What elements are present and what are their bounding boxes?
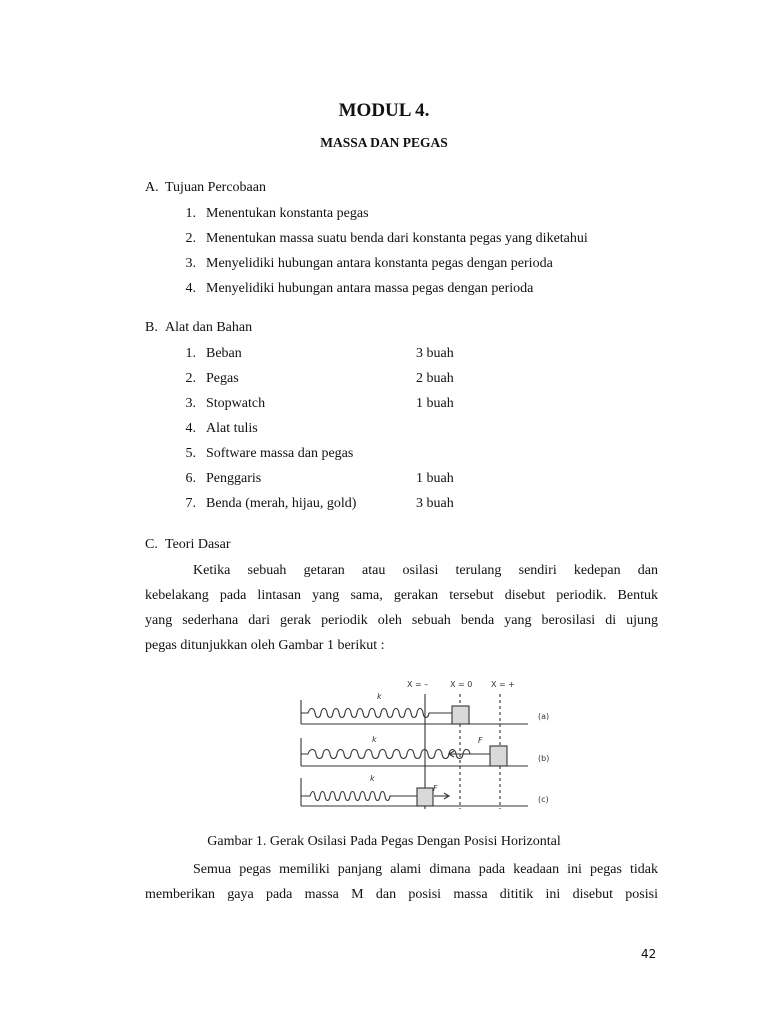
page-title: MODUL 4. [338, 100, 430, 121]
label-force: F [433, 784, 438, 793]
section-title: Alat dan Bahan [165, 320, 253, 335]
equipment-name: Software massa dan pegas [206, 446, 354, 461]
label-row-b: (b) [538, 754, 550, 763]
list-number: 1. [185, 346, 196, 361]
equipment-name: Beban [206, 346, 242, 361]
figure-caption: Gambar 1. Gerak Osilasi Pada Pegas Dengan Posisi Horizontal [207, 834, 561, 849]
theory-paragraph-1 [145, 558, 658, 658]
page-subtitle: MASSA DAN PEGAS [320, 135, 448, 150]
spring-c [301, 792, 417, 801]
section-letter: C. [145, 537, 158, 552]
equipment-quantity: 1 buah [416, 471, 454, 486]
label-row-c: (c) [538, 795, 549, 804]
equipment-quantity: 2 buah [416, 371, 454, 386]
mass-block-c [417, 788, 433, 806]
list-text: Menyelidiki hubungan antara konstanta pegas dengan perioda [206, 256, 553, 271]
equipment-name: Benda (merah, hijau, gold) [206, 496, 357, 511]
section-title: Teori Dasar [165, 537, 231, 552]
label-spring-constant: k [370, 774, 375, 783]
list-number: 3. [185, 256, 196, 271]
section-title: Tujuan Percobaan [165, 180, 266, 195]
list-text: Menyelidiki hubungan antara massa pegas dengan perioda [206, 281, 534, 296]
label-spring-constant: k [372, 735, 377, 744]
theory-paragraph-2 [145, 857, 658, 907]
label-x-minus: X = – [407, 680, 429, 689]
page-number: 42 [641, 947, 657, 961]
equipment-quantity: 1 buah [416, 396, 454, 411]
list-text: Menentukan konstanta pegas [206, 206, 369, 221]
label-x-zero: X = 0 [450, 680, 473, 689]
section-letter: B. [145, 320, 158, 335]
list-number: 2. [185, 371, 196, 386]
list-text: Menentukan massa suatu benda dari konstanta pegas yang diketahui [206, 231, 588, 246]
paragraph-line: yang sederhana dari gerak periodik oleh sebuah benda yang berosilasi di ujung [145, 613, 658, 628]
mass-block-b [490, 746, 507, 766]
mass-block-a [452, 706, 469, 724]
paragraph-line: Ketika sebuah getaran atau osilasi terulang sendiri kedepan dan [193, 563, 658, 578]
equipment-quantity: 3 buah [416, 346, 454, 361]
section-letter: A. [145, 180, 159, 195]
list-number: 2. [185, 231, 196, 246]
label-x-plus: X = + [491, 680, 515, 689]
spring-a [301, 709, 452, 718]
equipment-name: Stopwatch [206, 396, 266, 411]
list-number: 4. [185, 421, 196, 436]
list-number: 5. [185, 446, 196, 461]
list-number: 6. [185, 471, 196, 486]
list-number: 7. [185, 496, 196, 511]
list-number: 3. [185, 396, 196, 411]
label-row-a: (a) [538, 712, 550, 721]
paragraph-line: kebelakang pada lintasan yang sama, gerakan tersebut disebut periodik. Bentuk [145, 588, 658, 603]
paragraph-line: memberikan gaya pada massa M dan posisi massa dititik ini disebut posisi [145, 887, 658, 902]
spring-oscillation-figure [290, 670, 560, 815]
paragraph-line: Semua pegas memiliki panjang alami dimana pada keadaan ini pegas tidak [193, 862, 658, 877]
equipment-quantity: 3 buah [416, 496, 454, 511]
label-spring-constant: k [377, 692, 382, 701]
equipment-name: Penggaris [206, 471, 262, 486]
list-number: 4. [185, 281, 196, 296]
label-force: F [478, 736, 483, 745]
equipment-name: Pegas [206, 371, 239, 386]
paragraph-line: pegas ditunjukkan oleh Gambar 1 berikut : [145, 638, 385, 653]
equipment-name: Alat tulis [206, 421, 258, 436]
list-number: 1. [185, 206, 196, 221]
